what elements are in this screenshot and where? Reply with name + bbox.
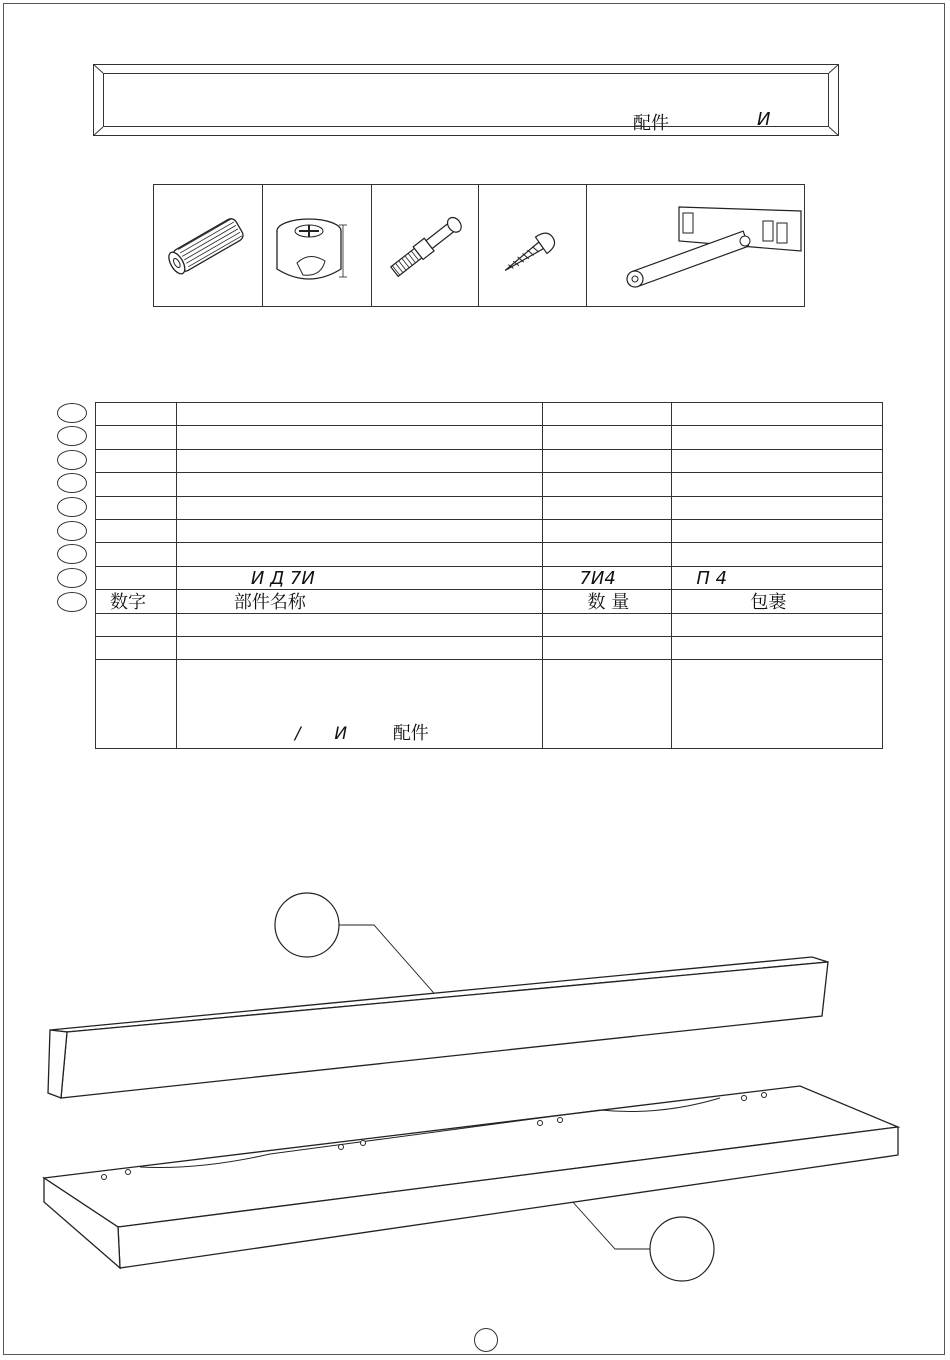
- table-header-row: [96, 590, 883, 613]
- footer-cell-package: [672, 660, 883, 749]
- footer-cell-quantity: [543, 660, 672, 749]
- cell-quantity: 7И4: [543, 566, 672, 589]
- cell-package: [672, 613, 883, 636]
- cell-package: [672, 473, 883, 496]
- cell-name: [176, 473, 543, 496]
- cell-name: [176, 519, 543, 542]
- table-row: [96, 566, 883, 589]
- hardware-cell-bracket: [587, 185, 804, 306]
- footer-cell-name: [176, 660, 543, 749]
- table-row: [96, 543, 883, 566]
- row-circle: [57, 426, 87, 446]
- cell-name: [176, 449, 543, 472]
- cell-number: [96, 613, 177, 636]
- cell-quantity: [543, 473, 672, 496]
- cell-name: [176, 426, 543, 449]
- footer-label: 配件: [392, 723, 429, 745]
- wood-dowel-icon: [154, 185, 263, 306]
- cell-quantity: [543, 543, 672, 566]
- table-row: [96, 403, 883, 426]
- table-row: [96, 426, 883, 449]
- header-name: 部件名称: [176, 590, 543, 613]
- cell-name: [176, 403, 543, 426]
- banner-mark: И: [757, 109, 771, 130]
- cell-package: [672, 636, 883, 659]
- cell-name: [176, 636, 543, 659]
- cell-quantity: [543, 426, 672, 449]
- table-row: [96, 636, 883, 659]
- parts-table: [95, 402, 883, 749]
- callout-circle-top: [275, 893, 339, 957]
- cell-number: [96, 426, 177, 449]
- cell-quantity: [543, 519, 672, 542]
- banner-title: 配件: [633, 113, 669, 134]
- row-circle: [57, 450, 87, 470]
- cell-quantity: [543, 403, 672, 426]
- row-circle: [57, 592, 87, 612]
- header-number: 数字: [96, 590, 177, 613]
- row-circle: [57, 497, 87, 517]
- row-circle: [57, 544, 87, 564]
- row-circle: [57, 403, 87, 423]
- footer-cell-number: [96, 660, 177, 749]
- back-rail-board: [48, 957, 828, 1098]
- row-circle: [57, 521, 87, 541]
- assembly-diagram: [0, 880, 950, 1300]
- hardware-cell-dowel: [154, 185, 263, 306]
- footer-mark-a: /: [294, 724, 301, 745]
- cell-package: [672, 403, 883, 426]
- cell-package: П 4: [672, 566, 883, 589]
- cell-number: [96, 496, 177, 519]
- cell-name: [176, 543, 543, 566]
- wood-screw-icon: [479, 185, 587, 306]
- cell-name: [176, 613, 543, 636]
- table-row: [96, 496, 883, 519]
- page-number-circle: [474, 1328, 498, 1352]
- table-footer-row: [96, 660, 883, 749]
- cell-name: [176, 496, 543, 519]
- table-row: [96, 613, 883, 636]
- cell-package: [672, 496, 883, 519]
- cell-package: [672, 426, 883, 449]
- hardware-cell-cam-bolt: [372, 185, 480, 306]
- table-row: [96, 449, 883, 472]
- callout-circle-bottom: [650, 1217, 714, 1281]
- table-row: [96, 519, 883, 542]
- cell-number: [96, 449, 177, 472]
- header-package: 包裹: [672, 590, 883, 613]
- cam-lock-icon: [263, 185, 372, 306]
- cell-package: [672, 519, 883, 542]
- cell-quantity: [543, 636, 672, 659]
- cell-quantity: [543, 613, 672, 636]
- footer-mark-b: И: [334, 724, 348, 745]
- cell-number: [96, 543, 177, 566]
- cell-quantity: [543, 449, 672, 472]
- row-circle: [57, 473, 87, 493]
- cell-number: [96, 636, 177, 659]
- hardware-strip: [153, 184, 805, 307]
- cell-quantity: [543, 496, 672, 519]
- cell-number: [96, 519, 177, 542]
- cell-name: И Д 7И: [176, 566, 543, 589]
- shelf-bracket-icon: [587, 185, 804, 306]
- cell-number: [96, 566, 177, 589]
- cell-number: [96, 473, 177, 496]
- row-circle: [57, 568, 87, 588]
- hardware-cell-cam-lock: [263, 185, 372, 306]
- banner-corner-lines: [93, 64, 839, 136]
- cell-package: [672, 543, 883, 566]
- shelf-board: [44, 1086, 898, 1268]
- cam-bolt-icon: [372, 185, 480, 306]
- table-row: [96, 473, 883, 496]
- title-banner: [93, 64, 839, 136]
- header-quantity: 数 量: [543, 590, 672, 613]
- cell-number: [96, 403, 177, 426]
- hardware-cell-screw: [479, 185, 587, 306]
- cell-package: [672, 449, 883, 472]
